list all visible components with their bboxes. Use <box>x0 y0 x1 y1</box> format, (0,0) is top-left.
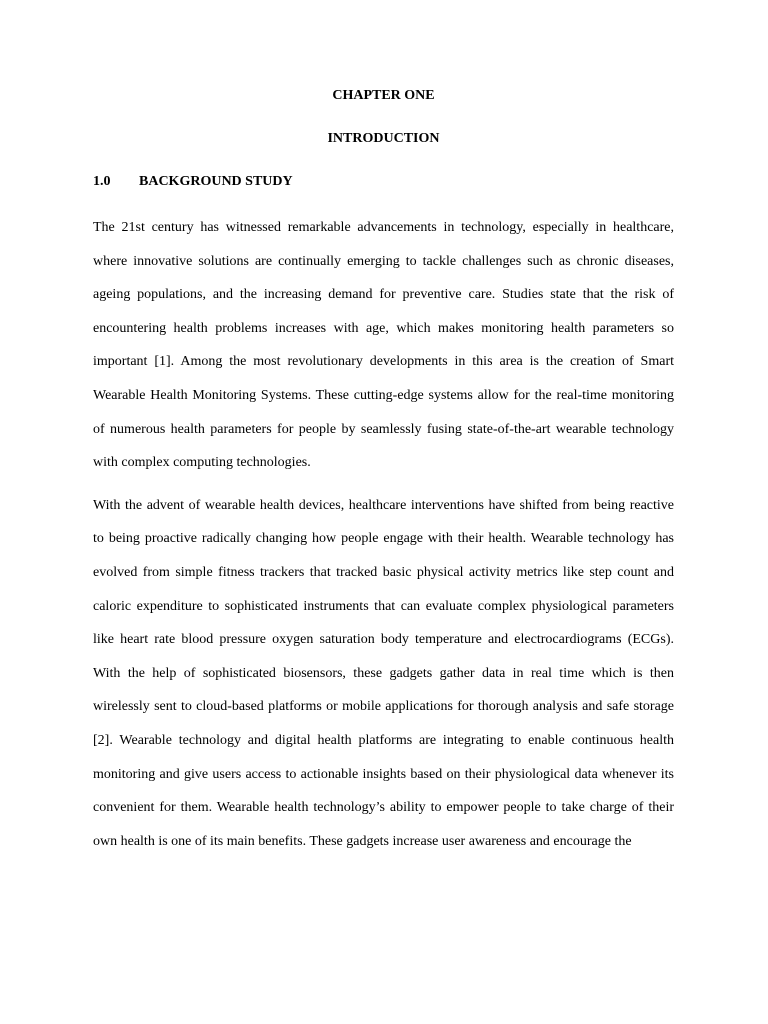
document-page <box>93 86 674 858</box>
section-number: 1.0 <box>93 174 111 189</box>
section-heading <box>93 172 674 192</box>
paragraph: The 21st century has witnessed remarkable advancements in technology, especially in healthcare, where innovative solutions are continually emerging to tackle challenges such as chronic diseases, ageing populations, and the increasing demand for preventive care. Studies state that the risk of encountering health problems increases with age, which makes monitoring health parameters so important [1]. Among the most revolutionary developments in this area is the creation of Smart Wearable Health Monitoring Systems. These cutting-edge systems allow for the real-time monitoring of numerous health parameters for people by seamlessly fusing state-of-the-art wearable technology with complex computing technologies. <box>93 220 674 471</box>
chapter-subtitle: INTRODUCTION <box>327 131 440 146</box>
section-title: BACKGROUND STUDY <box>139 174 293 189</box>
paragraph: With the advent of wearable health devices, healthcare interventions have shifted from being reactive to being proactive radically changing how people engage with their health. Wearable technology has evolved from simple fitness trackers that tracked basic physical activity metrics like step count and caloric expenditure to sophisticated instruments that can evaluate complex physiological parameters like heart rate blood pressure oxygen saturation body temperature and electrocardiograms (ECGs). With the help of sophisticated biosensors, these gadgets gather data in real time which is then wirelessly sent to cloud-based platforms or mobile applications for thorough analysis and safe storage [2]. Wearable technology and digital health platforms are integrating to enable continuous health monitoring and give users access to actionable insights based on their physiological data whenever its convenient for them. Wearable health technology’s ability to empower people to take charge of their own health is one of its main benefits. These gadgets increase user awareness and encourage the <box>93 497 674 849</box>
chapter-title: CHAPTER ONE <box>332 88 435 103</box>
